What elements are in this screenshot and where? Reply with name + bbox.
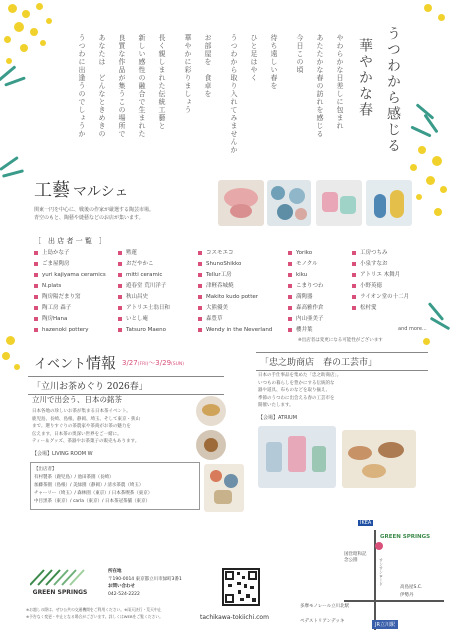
footer-note-line: ※お越しの際は、ぜひ公共の交通機関をご利用ください。※雨天決行・荒天中止 xyxy=(26,607,162,612)
map-street-horizontal xyxy=(344,600,444,602)
pottery-photo-pastel-cups xyxy=(316,180,362,226)
exhibitors-note: ※出店者は変更になる可能性がございます xyxy=(298,338,383,343)
craft-fair-venue: 【会場】ATRIUM xyxy=(258,415,298,421)
craft-fair-body-line: 開催いたします。 xyxy=(258,403,294,408)
exhibitor-item: 小泉すなお xyxy=(352,259,409,270)
exhibitor-item: 陶房Hana xyxy=(34,314,106,325)
tea-event-heading: 「立川お茶めぐり 2026春」 xyxy=(28,376,224,395)
exhibitor-item: 大熊優美 xyxy=(198,303,272,314)
exhibitor-item: ごま屋陶房 xyxy=(34,259,106,270)
market-title xyxy=(34,176,128,202)
craft-fair-heading: 「忠之助商店 春の工芸市」 xyxy=(256,352,428,371)
footer-address: 〒190-0014 東京都立川市緑町3番1 xyxy=(108,576,182,582)
event-title-kanji: 情報 xyxy=(86,354,117,372)
mimosa-decoration-top-right xyxy=(410,0,453,40)
tea-event-photo-ceramics xyxy=(204,464,244,512)
exhibitor-item: 遊春堂 荒川洋子 xyxy=(118,281,170,292)
exhibitor-item: Makito kudo potter xyxy=(198,292,272,303)
intro-column: 華やかに彩りましょう xyxy=(184,34,192,114)
tea-event-photo-sweets xyxy=(196,430,226,460)
market-description-line: 青空のもと、陶藝や縫藝などのお店が集います。 xyxy=(34,215,144,221)
event-date-start-day: (FRI) xyxy=(137,362,149,367)
map-greensprings-logo: GREEN SPRINGS xyxy=(380,534,431,540)
map-mall-a-label: 高島屋S.C. xyxy=(400,585,423,590)
tea-event-body-line: まで。選りすぐりの茶農家や茶商がお茶の魅力を xyxy=(32,424,131,429)
qr-code[interactable] xyxy=(222,568,260,606)
market-description xyxy=(34,206,214,222)
pottery-photo-pink-bowls xyxy=(218,180,264,226)
leaf-decoration-left xyxy=(0,150,30,190)
market-title-kana: マルシェ xyxy=(73,184,129,200)
exhibitor-column-4 xyxy=(288,248,324,336)
footer-address-label: 所在地 xyxy=(108,569,122,574)
map-deck-label: ペデストリアンデッキ xyxy=(300,619,345,624)
intro-column: ひと足はやく xyxy=(250,34,258,82)
mimosa-decoration-left-mid xyxy=(0,330,30,390)
exhibitor-item: 森高雅作倉 xyxy=(288,303,324,314)
tea-event-body-line: 伝えます。日本茶の奥深い世界をご一緒に。 xyxy=(32,431,122,437)
exhibitor-item: Yoriko xyxy=(288,248,324,259)
exhibitor-item: アトリエ 木舞月 xyxy=(352,270,409,281)
exhibitor-item: アトリエ土翁日和 xyxy=(118,303,170,314)
intro-column: うつわから取り入れてみませんか xyxy=(230,34,238,154)
tea-event-body-line: 鹿児島、長崎、島根、静岡、埼玉、そして東京・狭山 xyxy=(32,416,140,422)
exhibitor-column-3 xyxy=(198,248,272,336)
exhibitor-item: 内山亜美子 xyxy=(288,314,324,325)
exhibitor-item: 陶工房 森子 xyxy=(34,303,106,314)
exhibitor-column-1 xyxy=(34,248,106,336)
footer-notes xyxy=(26,606,196,620)
exhibitor-item: 黙蓮 xyxy=(118,248,170,259)
exhibitor-item: N.plats xyxy=(34,281,106,292)
tea-event-photo-cups xyxy=(196,396,226,426)
map-jr-station-label: JR立川駅 xyxy=(372,620,398,629)
intro-column: 長く親しまれた伝統工藝と xyxy=(158,34,166,130)
footer-contact xyxy=(108,568,218,598)
event-title xyxy=(34,352,116,373)
exhibitor-item: いとし庵 xyxy=(118,314,170,325)
event-date-end: 3/29 xyxy=(155,359,172,367)
intro-title xyxy=(355,26,403,176)
exhibitor-item: 小野英徳 xyxy=(352,281,409,292)
exhibitor-item: 津軽呑城焼 xyxy=(198,281,272,292)
footer-phone: 042-524-2222 xyxy=(108,591,140,597)
tea-event-shop-line: 中目黒茶（東京）/ carla（東京）/ 日本茶冠茶舗（東京） xyxy=(34,499,150,504)
tea-event-body-line: ティー＆グッズ、茶器やお茶菓子の販売もあります。 xyxy=(32,439,140,444)
intro-body xyxy=(50,34,345,184)
tea-event-shop-line: チャーリー（埼玉）/ 森林園（東京）/ 日本茶喫茶（東京） xyxy=(34,491,153,496)
exhibitor-column-5 xyxy=(352,248,409,314)
market-title-kanji: 工藝 xyxy=(34,180,70,201)
tea-event-shops-label: 【出店者】 xyxy=(34,467,57,472)
craft-fair-photo-glasses xyxy=(258,426,336,488)
exhibitor-item: モノクル xyxy=(288,259,324,270)
exhibitor-item: mitti ceramic xyxy=(118,270,170,281)
intro-column: やわらかな日差しに包まれ xyxy=(336,34,344,130)
greensprings-logo-icon xyxy=(30,568,90,586)
exhibitor-item: 工房つちみ xyxy=(352,248,409,259)
footer-logo xyxy=(26,568,94,596)
craft-fair-body-line: 器や道具、布ものなどを取り揃え、 xyxy=(258,388,331,393)
intro-column: あなたは どんなときめきの xyxy=(98,34,106,138)
exhibitor-item: Wendy in the Neverland xyxy=(198,325,272,336)
tea-event-body-line: 日本各地の珍しいお茶が集まる日本茶イベント。 xyxy=(32,409,131,414)
craft-fair-body-line: いつもの暮らしを豊かにする伝統的な xyxy=(258,380,335,386)
intro-column: 今日この頃 xyxy=(296,34,304,74)
exhibitor-item: おだやかこ xyxy=(118,259,170,270)
exhibitor-item: 陶房陽だまり窯 xyxy=(34,292,106,303)
craft-fair-body-line: 日本の手仕事品を集めた「忠之助商店」。 xyxy=(258,373,342,378)
tea-event-shop-line: 有村製茶（鹿児島）/ 池田茶園（長崎） xyxy=(34,475,114,480)
exhibitor-item: Tellur工房 xyxy=(198,270,272,281)
craft-fair-body-line: 季節のうつわに出会える春の工芸市を xyxy=(258,395,335,401)
footer-note-line: ※予告なく変更・中止となる場合がございます。詳しくはWEBをご覧ください。 xyxy=(26,614,163,619)
exhibitor-item: 松村愛 xyxy=(352,303,409,314)
map-ikea-label: IKEA xyxy=(360,520,372,526)
event-date-start: 3/27 xyxy=(122,359,138,367)
exhibitor-item: ShunoShikko xyxy=(198,259,272,270)
intro-column: うつわに出逢うのでしょうか xyxy=(78,34,86,138)
map-mall-b-label: 伊勢丹 xyxy=(400,593,414,598)
intro-title-line2: 華やかな春 xyxy=(357,38,373,118)
exhibitor-item: 森豊草 xyxy=(198,314,272,325)
website-url[interactable]: tachikawa-tokiichi.com xyxy=(200,614,269,621)
exhibitors-and-more: and more... xyxy=(398,326,427,332)
exhibitor-item: ライオン堂の十二月 xyxy=(352,292,409,303)
exhibitor-item: hazenoki pottery xyxy=(34,325,106,336)
pottery-photo-patterned-plates xyxy=(267,180,311,226)
exhibitor-item: yuri kajiyama ceramics xyxy=(34,270,106,281)
intro-column: お部屋を 食卓を xyxy=(204,34,212,98)
event-date-separator: 〜 xyxy=(148,359,156,367)
footer-contact-label: お問い合わせ xyxy=(108,584,135,589)
tea-event-subheading: 立川で出会う、日本の銘茶 xyxy=(32,395,122,404)
exhibitor-item: 秋山昌史 xyxy=(118,292,170,303)
exhibitor-item: 満陶器 xyxy=(288,292,324,303)
exhibitor-item: 櫻井葉 xyxy=(288,325,324,336)
exhibitor-item: Tatsuro Maeno xyxy=(118,325,170,336)
intro-column: あたたかな春の訪れを感じる xyxy=(316,34,324,138)
exhibitor-item: こまりつわ xyxy=(288,281,324,292)
exhibitor-item: コスモエコ xyxy=(198,248,272,259)
craft-fair-body xyxy=(258,372,418,410)
tea-event-body xyxy=(32,408,192,446)
pottery-photo-blue-vases xyxy=(366,180,412,226)
access-map xyxy=(300,520,453,638)
craft-fair-photo-bowls xyxy=(342,430,416,488)
map-monorail-label: 多摩モノレール立川北駅 xyxy=(300,604,350,609)
exhibitor-item: kiku xyxy=(288,270,324,281)
event-date-end-day: (SUN) xyxy=(171,362,185,367)
event-dates xyxy=(122,358,184,368)
qr-code-icon xyxy=(224,570,258,604)
event-title-kana: イベント xyxy=(34,357,87,372)
map-park-label: 国営昭和記念公園 xyxy=(344,552,367,563)
map-venue-marker xyxy=(375,542,383,550)
map-line-label: サンサンロード xyxy=(379,558,384,586)
market-description-line: 関東一円を中心に、戦後の作家が厳選する陶芸市場。 xyxy=(34,207,155,213)
exhibitor-column-2 xyxy=(118,248,170,336)
tea-event-shops xyxy=(30,462,200,510)
tea-event-shop-line: 加藤茶園（島根）/ 美緑園（静岡）/ 清水茶農（埼玉） xyxy=(34,483,144,488)
intro-column: 待ち遠しい春を xyxy=(270,34,278,90)
exhibitor-item: 上島かな子 xyxy=(34,248,106,259)
intro-title-line1: うつわから感じる xyxy=(385,26,401,154)
intro-column: 新しい感性の融合で生まれた xyxy=(138,34,146,138)
exhibitors-heading: ［ 出 店 者 一 覧 ］ xyxy=(34,237,106,245)
tea-event-venue: 【会場】LIVING ROOM W xyxy=(32,451,93,457)
footer-logo-text: GREEN SPRINGS xyxy=(32,589,88,596)
intro-column: 良質な作品が集うこの場所で xyxy=(118,34,126,138)
